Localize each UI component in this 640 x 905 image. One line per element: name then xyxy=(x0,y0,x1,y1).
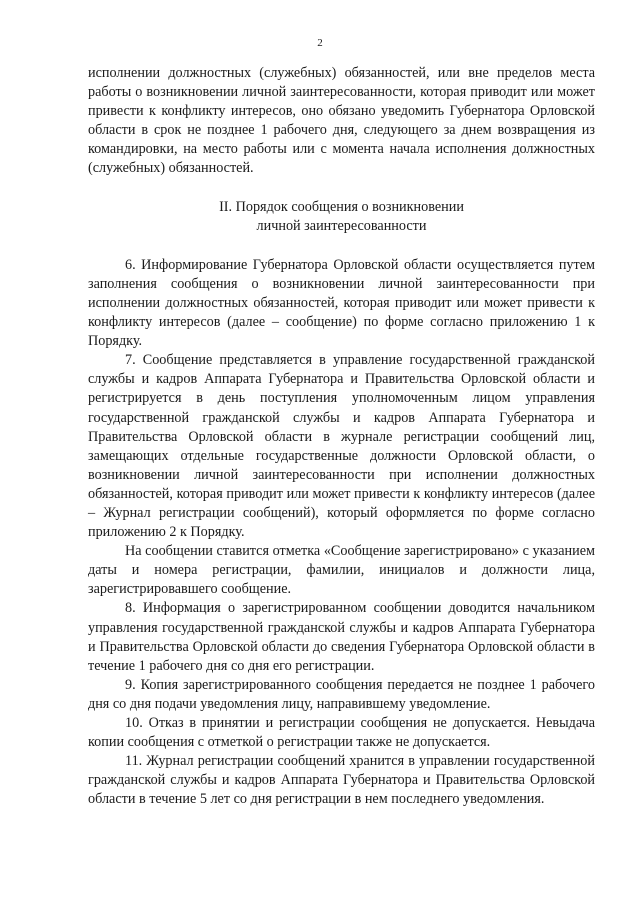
paragraph-registration-mark: На сообщении ставится отметка «Сообщение зарегистрировано» с указанием даты и номера регистрации, фамилии, инициалов и должности лица, зарегистрировавшего сообщение. xyxy=(88,543,595,598)
page-number: 2 xyxy=(317,37,323,49)
paragraph-6: 6. Информирование Губернатора Орловской области осуществляется путем заполнения сообщения о возникновении личной заинтересованности при исполнении должностных обязанностей, которая приводит или может привести к конфликту интересов (далее – сообщение) по форме согласно приложению 1 к Порядку. xyxy=(88,256,595,350)
paragraph-11: 11. Журнал регистрации сообщений хранится в управлении государственной гражданской службы и кадров Аппарата Губернатора и Правительства Орловской области в течение 5 лет со дня регистрации в нем последнего уведомления. xyxy=(88,753,595,808)
section-heading-line2: личной заинтересованности xyxy=(256,217,427,234)
intro-paragraph: исполнении должностных (служебных) обязанностей, или вне пределов места работы о возникновении личной заинтересованности, которая приводит или может привести к конфликту интересов, оно обязано уведомить Губернатора Орловской области в срок не позднее 1 рабочего дня, следующего за днем возвращения из командировки, на место работы или с момента начала исполнения должностных (служебных) обязанностей. xyxy=(88,65,595,177)
paragraph-10: 10. Отказ в принятии и регистрации сообщения не допускается. Невыдача копии сообщения с отметкой о регистрации также не допускается. xyxy=(88,715,595,751)
section-heading-line1: II. Порядок сообщения о возникновении xyxy=(219,198,464,215)
document-body xyxy=(88,64,595,809)
paragraph-9: 9. Копия зарегистрированного сообщения передается не позднее 1 рабочего дня со дня подачи уведомления лицу, направившему уведомление. xyxy=(88,676,595,712)
paragraph-7: 7. Сообщение представляется в управление государственной гражданской службы и кадров Аппарата Губернатора и Правительства Орловской области и регистрируется в день поступления уполномоченным лицом управления государственной гражданской службы и кадров Аппарата Губернатора и Правительства Орловской области в журнале регистрации сообщений лиц, замещающих отдельные государственные должности Орловской области, о возникновении личной заинтересованности при исполнении должностных обязанностей, которая приводит или может привести к конфликту интересов (далее – Журнал регистрации сообщений), который оформляется по форме согласно приложению 2 к Порядку. xyxy=(88,352,595,541)
paragraph-8: 8. Информация о зарегистрированном сообщении доводится начальником управления государственной гражданской службы и кадров Аппарата Губернатора и Правительства Орловской области до сведения Губернатора Орловской области в течение 1 рабочего дня со дня его регистрации. xyxy=(88,600,595,674)
section-heading xyxy=(88,198,595,236)
